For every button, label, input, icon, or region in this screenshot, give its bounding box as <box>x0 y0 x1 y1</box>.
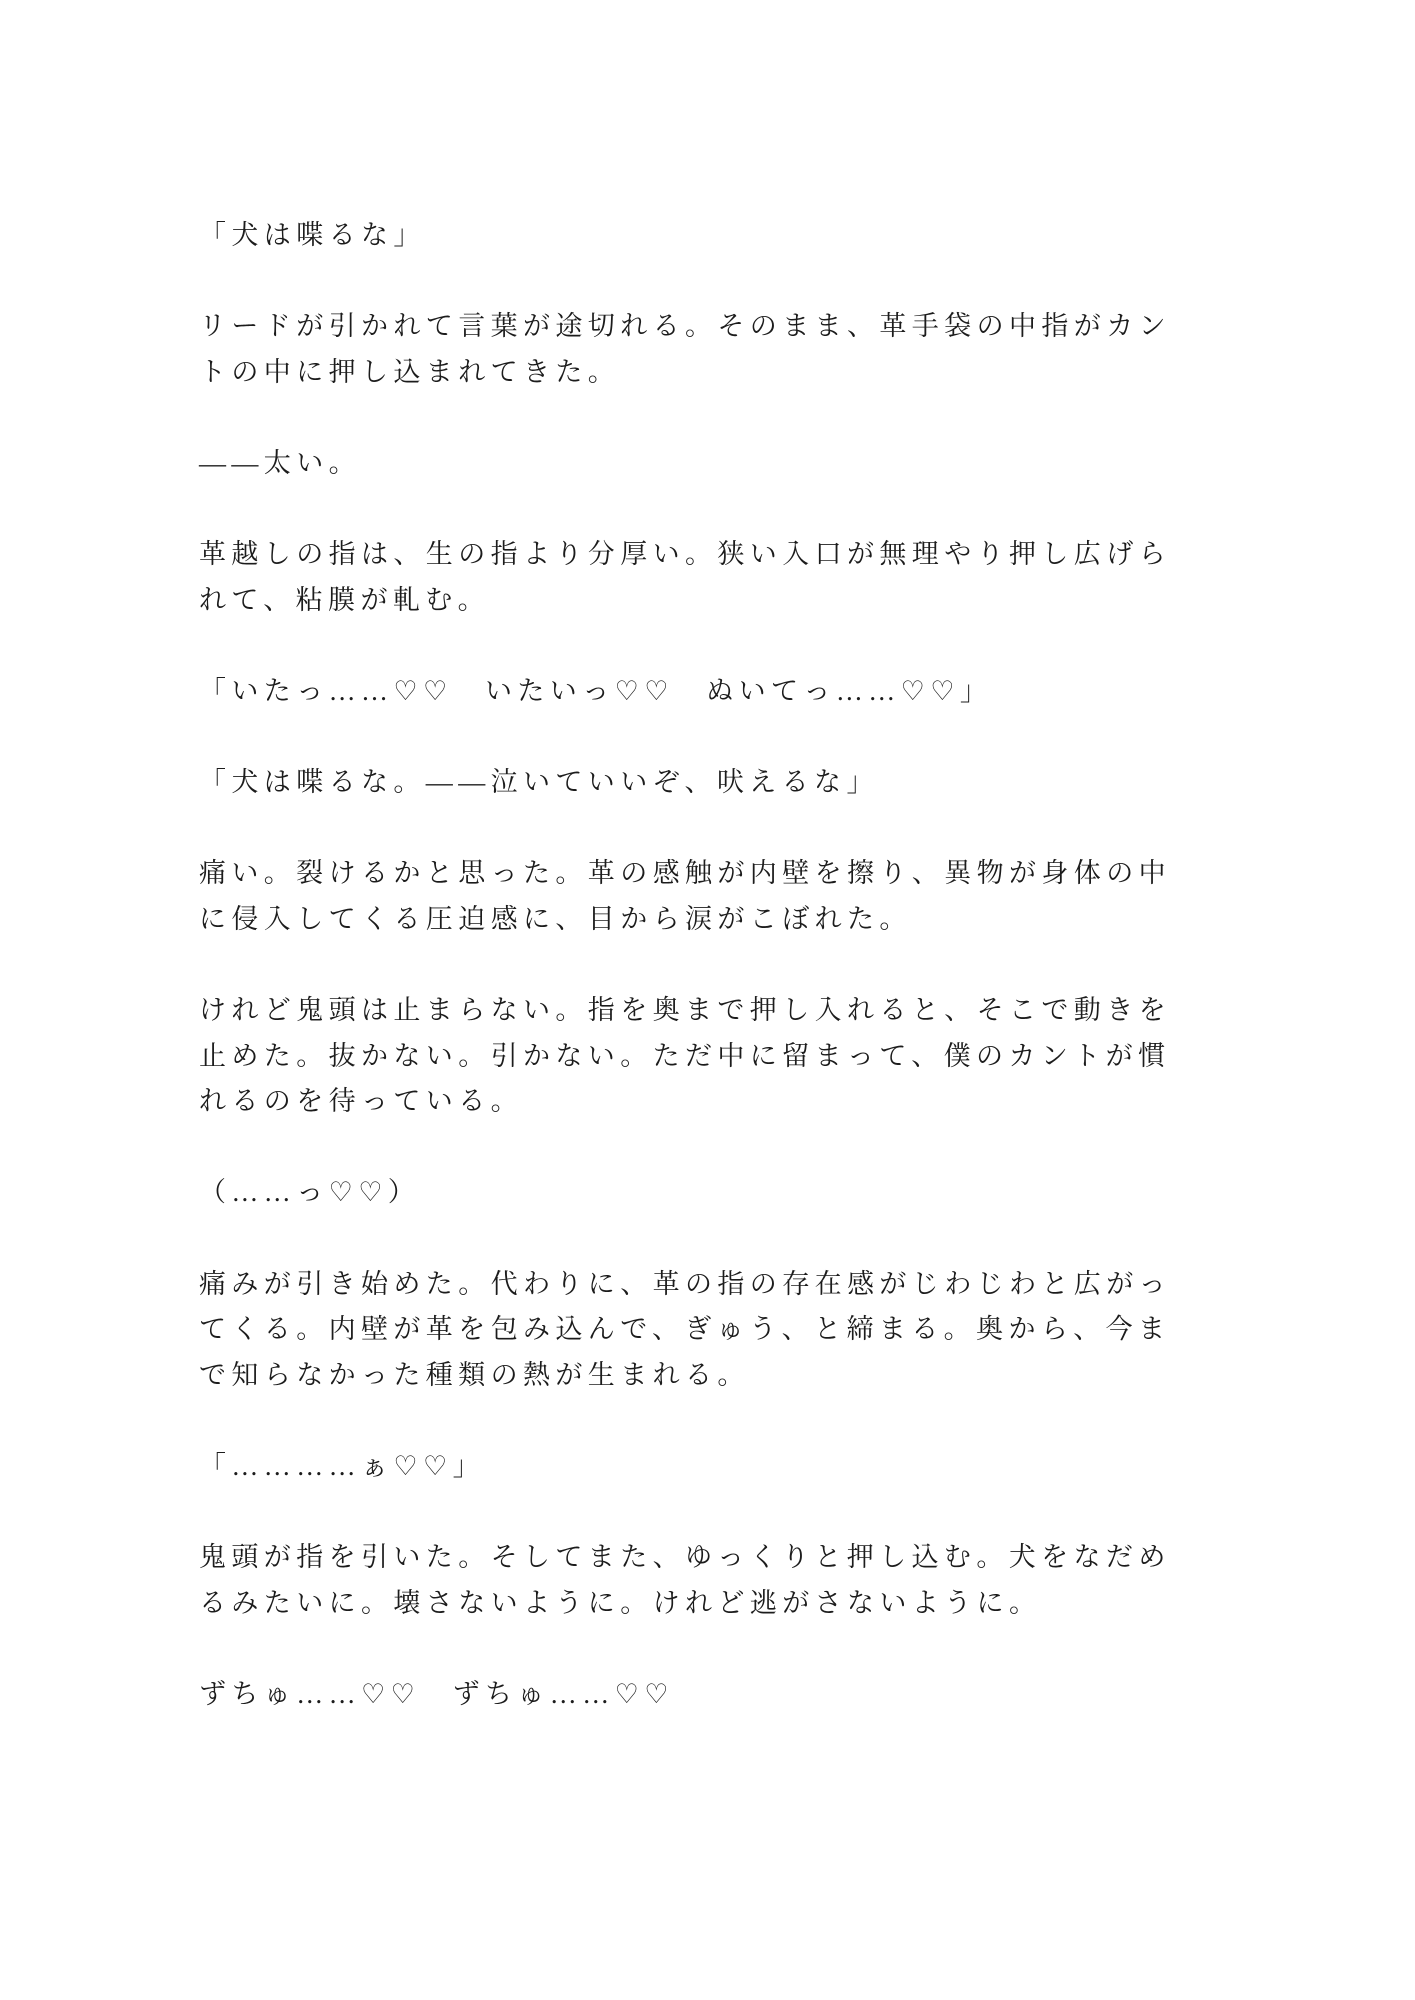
paragraph-dialogue-1: 「犬は喋るな」 <box>199 220 426 250</box>
paragraph-narration-1: リードが引かれて言葉が途切れる。そのまま、革手袋の中指がカントの中に押し込まれてきた。 <box>199 311 1171 387</box>
paragraph-dialogue-3: 「犬は喋るな。——泣いていいぞ、吠えるな」 <box>199 767 879 798</box>
paragraph-narration-2: 革越しの指は、生の指より分厚い。狭い入口が無理やり押し広げられて、粘膜が軋む。 <box>199 539 1171 615</box>
paragraph-narration-6: 鬼頭が指を引いた。そしてまた、ゆっくりと押し込む。犬をなだめるみたいに。壊さないように。けれど逃がさないように。 <box>199 1542 1171 1618</box>
paragraph-thought-1: ——太い。 <box>199 447 361 478</box>
paragraph-narration-3: 痛い。裂けるかと思った。革の感触が内壁を擦り、異物が身体の中に侵入してくる圧迫感に、目から涙がこぼれた。 <box>199 858 1171 934</box>
prose-text-block <box>199 213 1180 1718</box>
paragraph-dialogue-4: 「…………ぁ♡♡」 <box>199 1451 486 1482</box>
paragraph-dialogue-2: 「いたっ……♡♡ いたいっ♡♡ ぬいてっ……♡♡」 <box>199 675 993 706</box>
paragraph-narration-5: 痛みが引き始めた。代わりに、革の指の存在感がじわじわと広がってくる。内壁が革を包み込んで、ぎゅう、と締まる。奥から、今まで知らなかった種類の熱が生まれる。 <box>199 1268 1171 1390</box>
paragraph-thought-2: （……っ♡♡） <box>199 1177 421 1208</box>
paragraph-sfx-1: ずちゅ……♡♡ ずちゅ……♡♡ <box>199 1679 674 1709</box>
paragraph-narration-4: けれど鬼頭は止まらない。指を奥まで押し入れると、そこで動きを止めた。抜かない。引かない。ただ中に留まって、僕のカントが慣れるのを待っている。 <box>199 995 1171 1117</box>
